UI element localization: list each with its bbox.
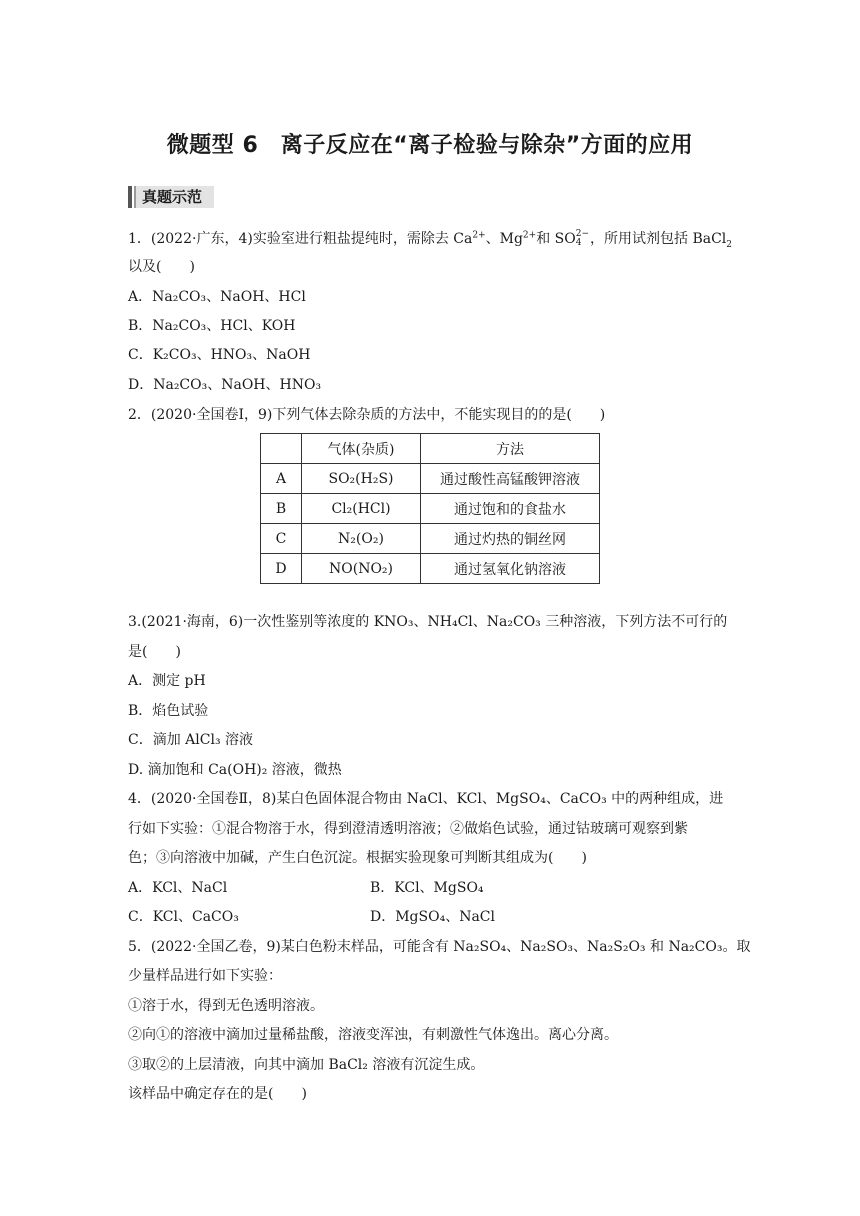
table-header-cell: [261, 434, 302, 464]
table-row: [261, 494, 600, 524]
q3-option-c: C．滴加 AlCl₃ 溶液: [128, 732, 254, 748]
table-cell: 通过饱和的食盐水: [421, 494, 600, 524]
q5-step-1: ①溶于水，得到无色透明溶液。: [128, 998, 324, 1014]
q4-stem: 4．(2020·全国卷Ⅱ，8)某白色固体混合物由 NaCl、KCl、MgSO₄、CaCO₃ 中的两种组成，进: [128, 791, 724, 807]
table-header-cell: 方法: [421, 434, 600, 464]
q4-option-c: C．KCl、CaCO₃: [128, 909, 239, 925]
q5-step-2: ②向①的溶液中滴加过量稀盐酸，溶液变浑浊，有刺激性气体逸出。离心分离。: [128, 1027, 618, 1043]
q5-step-3: ③取②的上层清液，向其中滴加 BaCl₂ 溶液有沉淀生成。: [128, 1057, 485, 1073]
table-row: [261, 554, 600, 584]
table-cell: 通过酸性高锰酸钾溶液: [421, 464, 600, 494]
q3-stem-cont: 是( ): [128, 644, 181, 660]
q1-stem: 1．(2022·广东，4)实验室进行粗盐提纯时，需除去 $Ca^{2+}$、$Mg^{2+}$和 SO 2− 4 ，所用试剂包括 BaCl$_2$: [128, 229, 733, 250]
q3-option-a: A．测定 pH: [128, 673, 206, 689]
q4-option-a: A．KCl、NaCl: [128, 880, 228, 896]
table-cell: C: [261, 524, 302, 554]
table-row: [261, 464, 600, 494]
q4-option-d: D．MgSO₄、NaCl: [370, 909, 495, 925]
section-label: 真题示范: [136, 186, 214, 208]
section-header: [128, 186, 214, 208]
table-cell: Cl₂(HCl): [302, 494, 421, 524]
page-title: 微题型 6 离子反应在“离子检验与除杂”方面的应用: [166, 133, 694, 158]
q3-option-d: D. 滴加饱和 Ca(OH)₂ 溶液，微热: [128, 762, 342, 778]
q5-stem-cont: 少量样品进行如下实验：: [128, 968, 282, 984]
q5-stem: 5．(2022·全国乙卷，9)某白色粉末样品，可能含有 Na₂SO₄、Na₂SO₃、Na₂S₂O₃ 和 Na₂CO₃。取: [128, 939, 751, 955]
table-cell: NO(NO₂): [302, 554, 421, 584]
table-cell: N₂(O₂): [302, 524, 421, 554]
table-cell: 通过灼热的铜丝网: [421, 524, 600, 554]
q3-option-b: B．焰色试验: [128, 703, 209, 719]
q1-option-a: A．Na₂CO₃、NaOH、HCl: [128, 289, 306, 305]
table-header-cell: 气体(杂质): [302, 434, 421, 464]
q4-option-b: B．KCl、MgSO₄: [370, 880, 484, 896]
q2-table: [260, 433, 600, 584]
q1-option-b: B．Na₂CO₃、HCl、KOH: [128, 318, 296, 334]
q1-option-c: C．K₂CO₃、HNO₃、NaOH: [128, 347, 311, 363]
table-row: [261, 524, 600, 554]
q3-stem: 3.(2021·海南，6)一次性鉴别等浓度的 KNO₃、NH₄Cl、Na₂CO₃ 三种溶液，下列方法不可行的: [128, 614, 728, 630]
table-cell: D: [261, 554, 302, 584]
table-cell: B: [261, 494, 302, 524]
table-cell: 通过氢氧化钠溶液: [421, 554, 600, 584]
q1-option-d: D．Na₂CO₃、NaOH、HNO₃: [128, 377, 322, 393]
q1-stem-cont: 以及( ): [128, 259, 195, 275]
q4-stem-cont: 行如下实验：①混合物溶于水，得到澄清透明溶液；②做焰色试验，通过钴玻璃可观察到紫: [128, 821, 688, 837]
table-header-row: [261, 434, 600, 464]
q4-stem-cont: 色；③向溶液中加碱，产生白色沉淀。根据实验现象可判断其组成为( ): [128, 850, 587, 866]
table-cell: A: [261, 464, 302, 494]
q5-question: 该样品中确定存在的是( ): [128, 1086, 307, 1102]
q2-stem: 2．(2020·全国卷Ⅰ，9)下列气体去除杂质的方法中，不能实现目的的是( ): [128, 407, 606, 423]
table-cell: SO₂(H₂S): [302, 464, 421, 494]
section-bar-decoration: [128, 186, 132, 208]
